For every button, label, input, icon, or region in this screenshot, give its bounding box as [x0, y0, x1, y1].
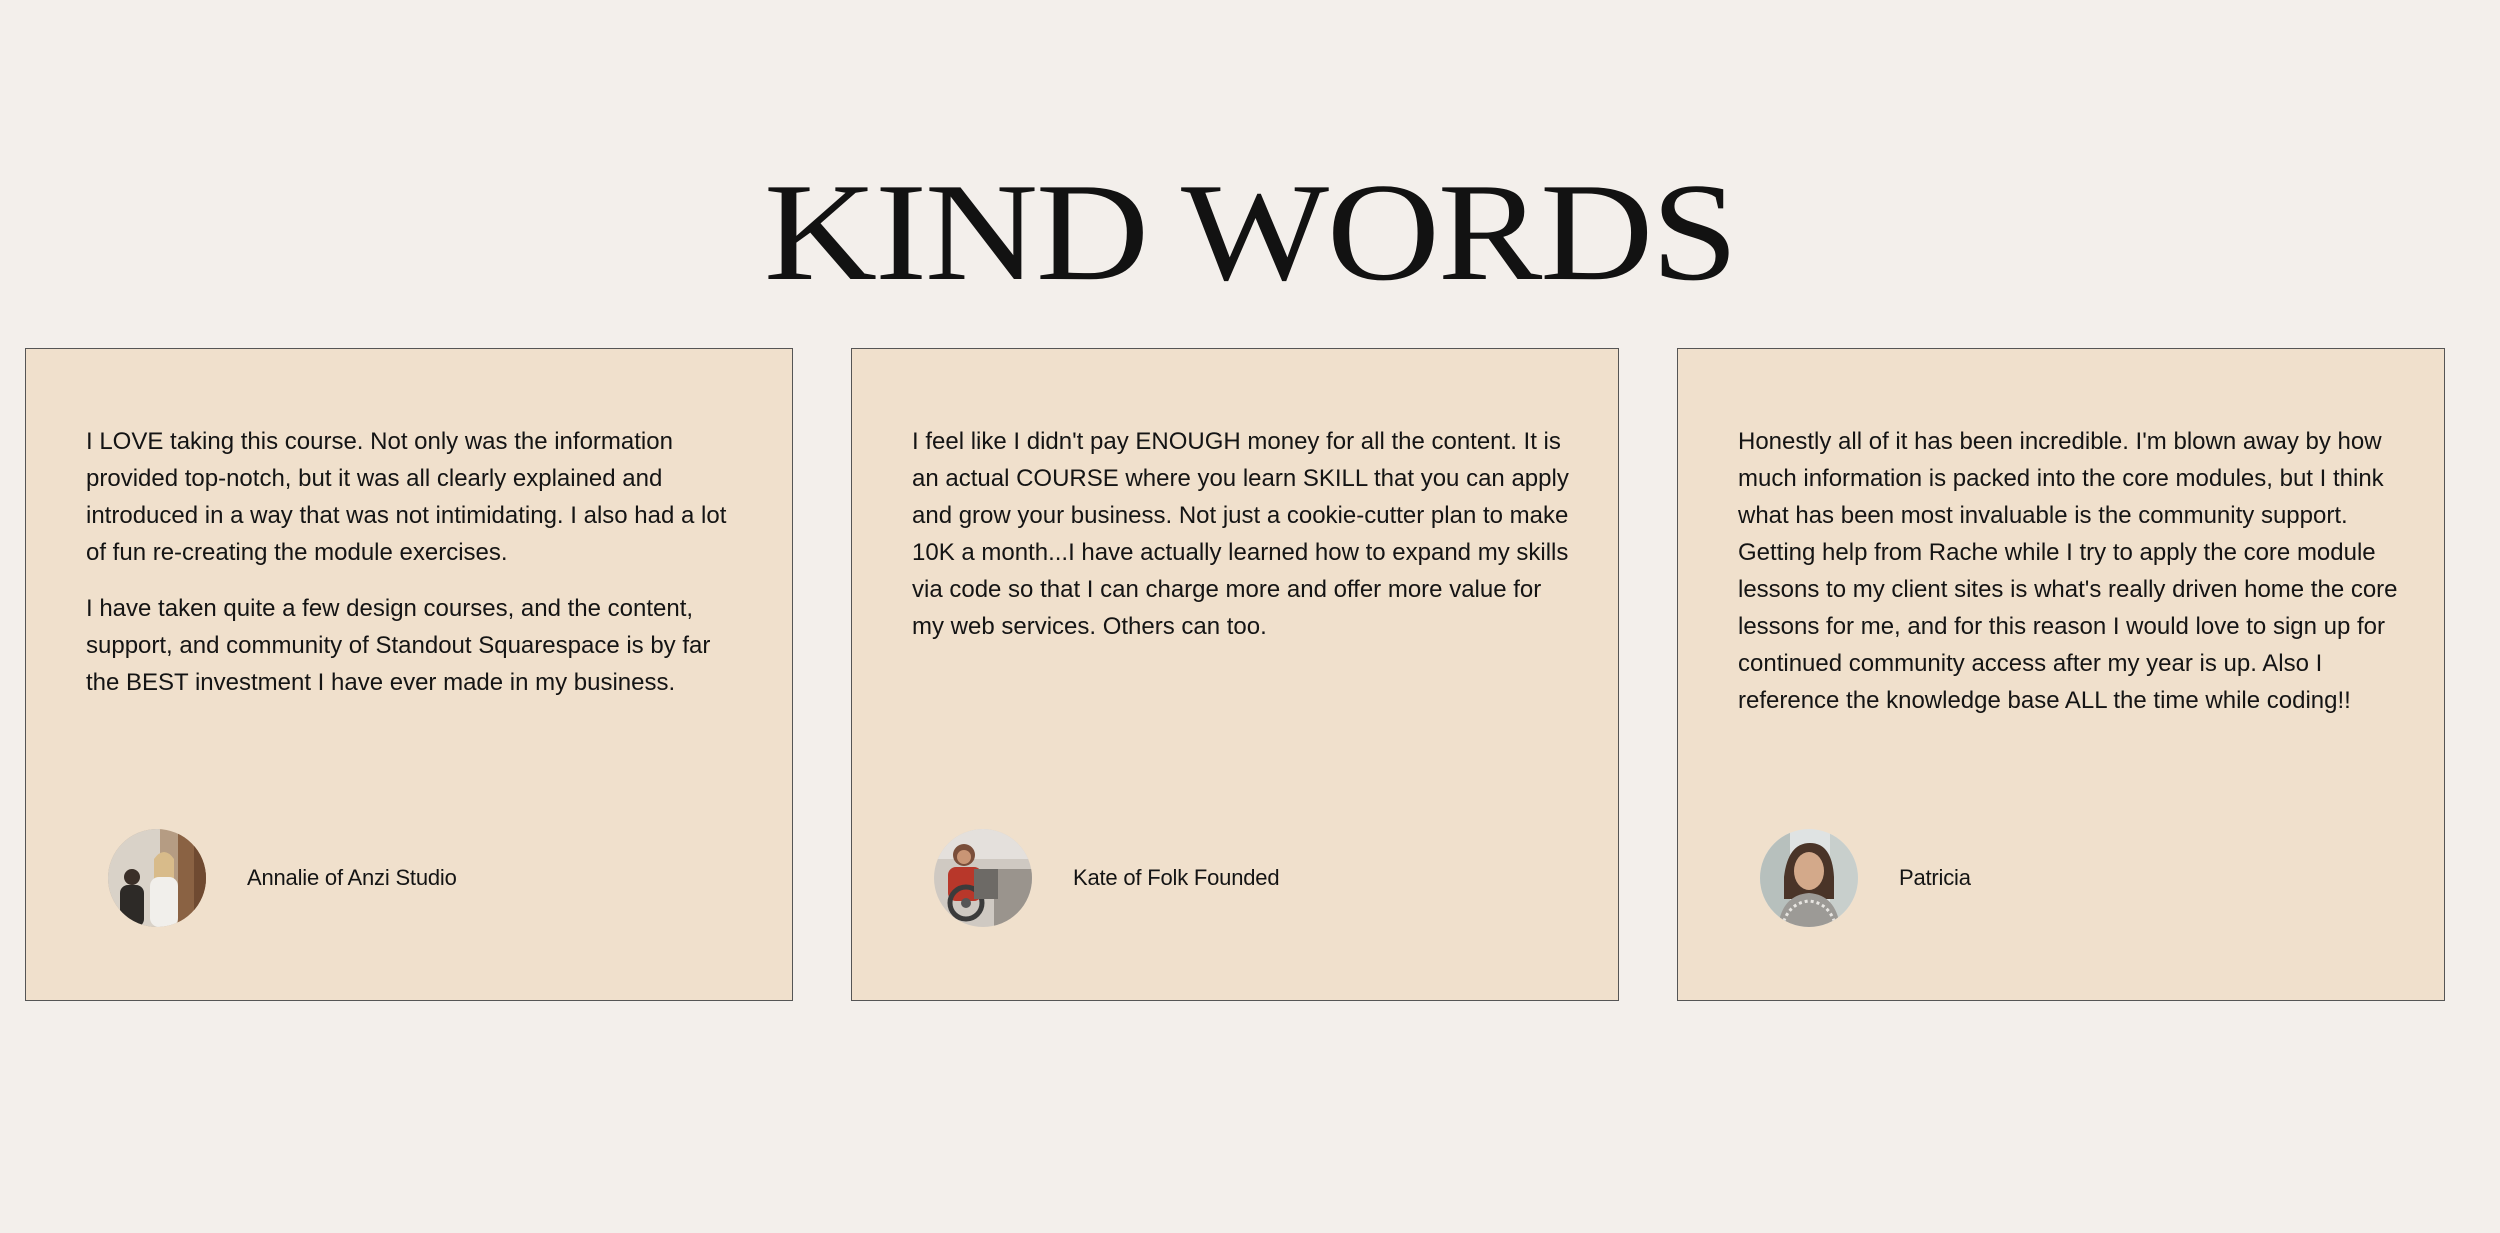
- quote-paragraph: I feel like I didn't pay ENOUGH money for all the content. It is an actual COURSE where you learn SKILL that you can apply and grow your business. Not just a cookie-cutter plan to make 10K a month...I have actually learned how to expand my skills via code so that I can charge more and offer more value for my web services. Others can too.: [912, 428, 1569, 640]
- author-name: Annalie of Anzi Studio: [247, 865, 457, 890]
- photo-woman-portrait-icon: [1760, 829, 1858, 927]
- testimonial-quote: [912, 423, 1572, 664]
- avatar: [108, 829, 206, 927]
- testimonial-quote: [86, 423, 746, 720]
- testimonial-author: [1760, 829, 1971, 927]
- photo-two-women-icon: [108, 829, 206, 927]
- quote-paragraph: I LOVE taking this course. Not only was the information provided top-notch, but it was all clearly explained and introduced in a way that was not intimidating. I also had a lot of fun re-creating the module exercises.: [86, 428, 727, 566]
- testimonial-quote: [1738, 423, 2398, 738]
- testimonial-card: [25, 348, 793, 1001]
- section-title: KIND WORDS: [763, 155, 1737, 310]
- avatar: [934, 829, 1032, 927]
- avatar: [1760, 829, 1858, 927]
- photo-woman-red-shirt-icon: [934, 829, 1032, 927]
- testimonial-author: [108, 829, 457, 927]
- testimonial-author: [934, 829, 1279, 927]
- author-name: Patricia: [1899, 865, 1971, 890]
- quote-paragraph: I have taken quite a few design courses, and the content, support, and community of Standout Squarespace is by far the BEST investment I have ever made in my business.: [86, 595, 711, 696]
- testimonial-card: [1677, 348, 2445, 1001]
- author-name: Kate of Folk Founded: [1073, 865, 1280, 890]
- testimonial-card: [851, 348, 1619, 1001]
- quote-paragraph: Honestly all of it has been incredible. I'm blown away by how much information is packed into the core modules, but I think what has been most invaluable is the community support. Getting help from Rache while I try to apply the core module lessons to my client sites is what's really driven home the core lessons for me, and for this reason I would love to sign up for continued community access after my year is up. Also I reference the knowledge base ALL the time while coding!!: [1738, 428, 2398, 714]
